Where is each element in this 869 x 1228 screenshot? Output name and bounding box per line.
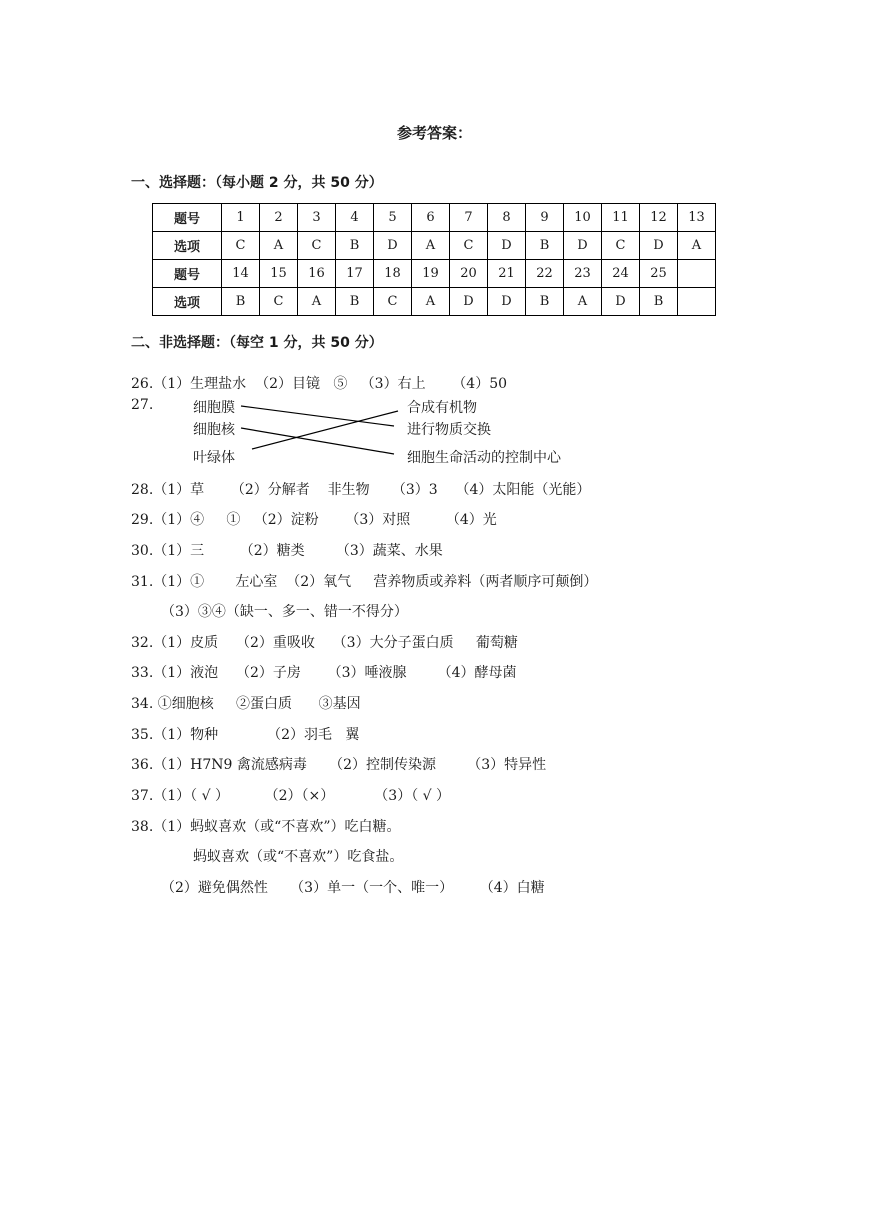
table-cell: C [374,288,412,316]
answer-32: 32.（1）皮质 （2）重吸收 （3）大分子蛋白质 葡萄糖 [131,635,518,651]
table-cell: A [412,232,450,260]
table-cell: A [260,232,298,260]
answer-34: 34. ①细胞核 ②蛋白质 ③基因 [131,696,361,712]
table-cell: 7 [450,204,488,232]
table-cell: A [678,232,716,260]
answer-33: 33.（1）液泡 （2）子房 （3）唾液腺 （4）酵母菌 [131,665,517,681]
table-cell: 11 [602,204,640,232]
table-cell: C [602,232,640,260]
row-label: 题号 [153,260,222,288]
table-cell: C [222,232,260,260]
row-label: 题号 [153,204,222,232]
match-right-2: 进行物质交换 [407,422,491,438]
table-cell: 5 [374,204,412,232]
match-right-3: 细胞生命活动的控制中心 [407,450,561,466]
table-cell: 23 [564,260,602,288]
answer-26: 26.（1）生理盐水 （2）目镜 ⑤ （3）右上 （4）50 [131,376,508,392]
table-cell: B [336,288,374,316]
answer-27-number: 27. [131,397,154,413]
table-cell: D [640,232,678,260]
match-left-1: 细胞膜 [193,400,235,416]
match-right-1: 合成有机物 [407,400,477,416]
table-cell: 14 [222,260,260,288]
table-cell: 9 [526,204,564,232]
table-cell: D [450,288,488,316]
table-cell: D [374,232,412,260]
table-cell: A [564,288,602,316]
answer-31: 31.（1）① 左心室 （2）氧气 营养物质或养料（两者顺序可颠倒） [131,574,598,590]
table-cell: 15 [260,260,298,288]
table-cell: D [488,232,526,260]
answer-29: 29.（1）④ ① （2）淀粉 （3）对照 （4）光 [131,512,497,528]
section-choice-heading: 一、选择题：（每小题 2 分，共 50 分） [131,175,383,191]
table-cell: 24 [602,260,640,288]
section-nonchoice-heading: 二、非选择题：（每空 1 分，共 50 分） [131,335,383,351]
table-cell: C [260,288,298,316]
table-cell: 22 [526,260,564,288]
answer-31-cont: （3）③④（缺一、多一、错一不得分） [161,604,408,620]
table-cell: 6 [412,204,450,232]
table-cell: 4 [336,204,374,232]
table-cell: B [222,288,260,316]
table-cell: 1 [222,204,260,232]
table-cell: D [564,232,602,260]
answer-35: 35.（1）物种 （2）羽毛 翼 [131,727,360,743]
answer-30: 30.（1）三 （2）糖类 （3）蔬菜、水果 [131,543,443,559]
match-left-2: 细胞核 [193,422,235,438]
table-cell: 8 [488,204,526,232]
table-cell: B [526,232,564,260]
answer-38-cont: 蚂蚁喜欢（或“不喜欢”）吃食盐。 [193,849,404,865]
table-cell: 21 [488,260,526,288]
table-cell: 25 [640,260,678,288]
table-cell: 16 [298,260,336,288]
answer-36: 36.（1）H7N9 禽流感病毒 （2）控制传染源 （3）特异性 [131,757,547,773]
table-cell: A [412,288,450,316]
answer-38-part2: （2）避免偶然性 （3）单一（一个、唯一） （4）白糖 [161,880,545,896]
table-cell: 17 [336,260,374,288]
page-title: 参考答案： [396,124,472,142]
table-cell: B [336,232,374,260]
table-cell: B [526,288,564,316]
table-cell: 18 [374,260,412,288]
table-cell: C [298,232,336,260]
table-cell: A [298,288,336,316]
table-cell: D [602,288,640,316]
answer-28: 28.（1）草 （2）分解者 非生物 （3）3 （4）太阳能（光能） [131,482,591,498]
match-left-3: 叶绿体 [193,450,235,466]
table-cell: 10 [564,204,602,232]
answer-37: 37.（1）（ √ ） （2）（×） （3）（ √ ） [131,788,451,804]
table-cell: 20 [450,260,488,288]
table-cell: 2 [260,204,298,232]
table-cell: D [488,288,526,316]
table-cell: B [640,288,678,316]
row-label: 选项 [153,232,222,260]
table-cell: 13 [678,204,716,232]
row-label: 选项 [153,288,222,316]
table-cell: 3 [298,204,336,232]
table-cell: 12 [640,204,678,232]
table-cell: C [450,232,488,260]
answer-38: 38.（1）蚂蚁喜欢（或“不喜欢”）吃白糖。 [131,819,401,835]
table-cell: 19 [412,260,450,288]
matching-lines [0,0,869,480]
